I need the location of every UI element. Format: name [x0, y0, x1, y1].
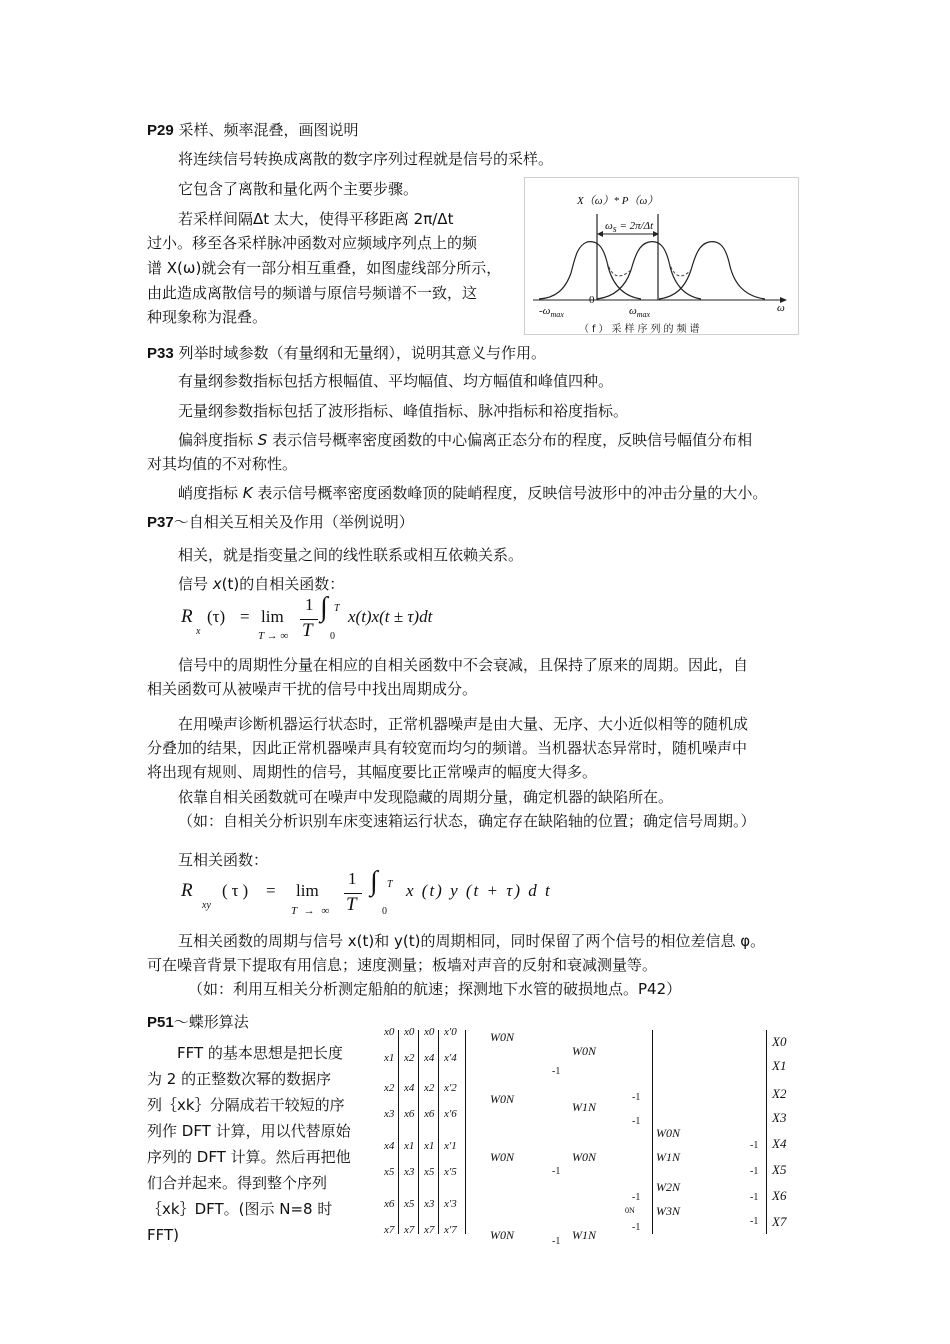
- stage-sample: x0: [424, 1026, 435, 1038]
- output-sample: X7: [772, 1214, 787, 1229]
- paragraph-line: 可在噪音背景下提取有用信息；速度测量；板墙对声音的反射和衰减测量等。: [147, 956, 658, 974]
- paragraph-line: 若采样间隔Δt 太大，使得平移距离 2π/Δt: [178, 210, 454, 228]
- stage-sample: x7: [424, 1224, 435, 1236]
- formula-denominator: T: [346, 894, 357, 915]
- formula-integrand: x (t) y (t + τ) d t: [406, 881, 552, 900]
- section-p37-heading: [147, 511, 414, 532]
- input-sample: x6: [384, 1198, 395, 1210]
- minus-one-label: -1: [552, 1066, 561, 1077]
- minus-one-label: -1: [552, 1166, 561, 1177]
- twiddle-factor: W1N: [572, 1228, 596, 1242]
- figure-origin: 0: [589, 294, 595, 306]
- output-sample: X6: [772, 1188, 787, 1203]
- paragraph-line: 峭度指标 K 表示信号概率密度函数峰顶的陡峭程度，反映信号波形中的冲击分量的大小。: [178, 484, 768, 502]
- output-sample: X3: [772, 1110, 787, 1125]
- twiddle-factor: W0N: [572, 1150, 596, 1164]
- example-note: （如：自相关分析识别车床变速箱运行状态，确定存在缺陷轴的位置；确定信号周期。）: [178, 812, 756, 830]
- formula-integrand: x(t)x(t ± τ)dt: [348, 607, 433, 626]
- spectrum-lobe-center: [539, 242, 641, 299]
- input-sample: x1: [384, 1052, 395, 1064]
- paragraph: 依靠自相关函数就可在噪声中发现隐藏的周期分量，确定机器的缺陷所在。: [178, 788, 674, 806]
- figure-caption: （f）采样序列的频谱: [579, 324, 703, 335]
- minus-one-label: -1: [750, 1166, 759, 1177]
- paragraph-line: 偏斜度指标 S 表示信号概率密度函数的中心偏离正态分布的程度，反映信号幅值分布相: [178, 431, 753, 449]
- section-title: 采样、频率混叠，画图说明: [178, 121, 359, 139]
- stage-sample: x'5: [444, 1166, 457, 1178]
- section-p51-heading: [147, 1011, 249, 1032]
- stage-sample: x6: [404, 1108, 415, 1120]
- divider-line: [652, 1030, 653, 1234]
- twiddle-factor: W3N: [656, 1204, 680, 1218]
- divider-line: [465, 1030, 466, 1234]
- paragraph-line: 相关函数可从被噪声干扰的信号中找出周期成分。: [147, 680, 478, 698]
- output-sample: X0: [772, 1034, 787, 1049]
- formula-argument: (τ): [207, 607, 226, 626]
- paragraph-line: 过小。移至各采样脉冲函数对应频域序列点上的频: [147, 234, 478, 252]
- minus-one-label: -1: [632, 1116, 641, 1127]
- paragraph-line: 互相关函数的周期与信号 x(t)和 y(t)的周期相同，同时保留了两个信号的相位差信息 φ。: [178, 932, 766, 950]
- stage-sample: x4: [424, 1052, 435, 1064]
- formula-limit-subscript: T → ∞: [291, 905, 332, 917]
- paragraph-line: 们合并起来。得到整个序列: [147, 1174, 328, 1192]
- figure-ylabel: X（ω）* P（ω）: [577, 195, 659, 207]
- paragraph-line: FFT 的基本思想是把长度: [177, 1044, 343, 1062]
- formula-subscript: x: [196, 626, 201, 637]
- input-sample: x5: [384, 1166, 395, 1178]
- stage-sample: x0: [404, 1026, 415, 1038]
- section-p29-heading: [147, 119, 359, 140]
- formula-limit: lim: [296, 881, 319, 900]
- stage-sample: x'4: [444, 1052, 457, 1064]
- divider-line: [418, 1030, 419, 1234]
- formula-symbol: R: [181, 606, 193, 627]
- paragraph-line: 序列的 DFT 计算。然后再把他: [147, 1148, 351, 1166]
- paragraph-line: 种现象称为混叠。: [147, 308, 268, 326]
- paragraph-line: 分叠加的结果，因此正常机器噪声具有较宽而均匀的频谱。当机器状态异常时，随机噪声中: [147, 739, 748, 757]
- spectrum-plot: [525, 178, 798, 334]
- twiddle-factor: W1N: [656, 1150, 680, 1164]
- twiddle-factor: W2N: [656, 1180, 680, 1194]
- figure-period-label: ωs = 2π/Δt: [605, 220, 654, 235]
- output-sample: X5: [772, 1162, 787, 1177]
- integral-sign: ∫: [370, 866, 378, 897]
- stage-sample: x1: [404, 1140, 415, 1152]
- stage-sample: x3: [404, 1166, 415, 1178]
- formula-numerator: 1: [305, 595, 314, 614]
- stage-sample: x'7: [444, 1224, 457, 1236]
- aliasing-figure: [524, 177, 799, 335]
- integral-lower: 0: [330, 631, 335, 642]
- figure-x-axis-label: ω: [777, 302, 785, 314]
- minus-one-label: -1: [750, 1216, 759, 1227]
- input-sample: x7: [384, 1224, 395, 1236]
- formula-equals: =: [240, 607, 250, 626]
- output-sample: X1: [772, 1058, 787, 1073]
- twiddle-factor: W0N: [490, 1030, 514, 1044]
- formula-argument: (τ): [222, 881, 253, 900]
- twiddle-factor: W1N: [572, 1100, 596, 1114]
- paragraph-line: 列作 DFT 计算，用以代替原始: [147, 1122, 351, 1140]
- paragraph-line: ｛xk｝DFT。(图示 N=8 时 FFT): [147, 1200, 333, 1244]
- fft-description: [147, 1040, 369, 1248]
- section-code: P37: [147, 514, 174, 531]
- stage-sample: x'1: [444, 1140, 457, 1152]
- section-code: P51: [147, 1014, 174, 1031]
- stray-label: 0N: [625, 1206, 635, 1215]
- divider-line: [766, 1030, 767, 1234]
- paragraph-line: 由此造成离散信号的频谱与原信号频谱不一致，这: [147, 284, 478, 302]
- section-title: 列举时域参数（有量纲和无量纲），说明其意义与作用。: [178, 344, 546, 362]
- output-sample: X4: [772, 1136, 787, 1151]
- stage-sample: x'6: [444, 1108, 457, 1120]
- section-title: ～蝶形算法: [173, 1013, 249, 1031]
- stage-sample: x'2: [444, 1082, 457, 1094]
- minus-one-label: -1: [552, 1236, 561, 1247]
- paragraph-line: 列｛xk｝分隔成若干较短的序: [147, 1096, 345, 1114]
- paragraph-line: 对其均值的不对称性。: [147, 455, 298, 473]
- paragraph: 信号 x(t)的自相关函数：: [178, 575, 345, 593]
- formula-limit-subscript: T → ∞: [258, 630, 289, 642]
- figure-neg-max: $-\omega_{max}$: [539, 305, 564, 319]
- formula-subscript: xy: [202, 900, 211, 911]
- formula-equals: =: [266, 881, 276, 900]
- minus-one-label: -1: [632, 1192, 641, 1203]
- stage-sample: x5: [404, 1198, 415, 1210]
- formula-denominator: T: [302, 620, 313, 641]
- twiddle-factor: W0N: [490, 1150, 514, 1164]
- integral-sign: ∫: [320, 592, 328, 623]
- twiddle-factor: W0N: [572, 1044, 596, 1058]
- paragraph-line: 信号中的周期性分量在相应的自相关函数中不会衰减，且保持了原来的周期。因此，自: [178, 656, 749, 674]
- formula-limit: lim: [261, 607, 284, 626]
- stage-sample: x3: [424, 1198, 435, 1210]
- paragraph: 无量纲参数指标包括了波形指标、峰值指标、脉冲指标和裕度指标。: [178, 402, 629, 420]
- output-sample: X2: [772, 1086, 787, 1101]
- stage-sample: x6: [424, 1108, 435, 1120]
- stage-sample: x1: [424, 1140, 435, 1152]
- paragraph: 相关，就是指变量之间的线性联系或相互依赖关系。: [178, 546, 524, 564]
- figure-pos-max: $\omega_{max}$: [629, 305, 651, 319]
- minus-one-label: -1: [632, 1222, 641, 1233]
- paragraph: 有量纲参数指标包括方根幅值、平均幅值、均方幅值和峰值四种。: [178, 372, 614, 390]
- stage-sample: x2: [404, 1052, 415, 1064]
- spectrum-lobe-far: [659, 242, 765, 299]
- input-sample: x3: [384, 1108, 395, 1120]
- section-p33-heading: [147, 342, 546, 363]
- divider-line: [438, 1030, 439, 1234]
- input-sample: x0: [384, 1026, 395, 1038]
- formula-numerator: 1: [348, 869, 357, 888]
- twiddle-factor: W0N: [490, 1092, 514, 1106]
- paragraph-line: 为 2 的正整数次幂的数据序: [147, 1070, 332, 1088]
- input-sample: x4: [384, 1140, 395, 1152]
- divider-line: [398, 1030, 399, 1234]
- paragraph: 将连续信号转换成离散的数字序列过程就是信号的采样。: [178, 150, 554, 168]
- stage-sample: x2: [424, 1082, 435, 1094]
- paragraph-line: 在用噪声诊断机器运行状态时，正常机器噪声是由大量、无序、大小近似相等的随机成: [178, 715, 749, 733]
- paragraph-line: 谱 X(ω)就会有一部分相互重叠，如图虚线部分所示，: [147, 259, 502, 277]
- twiddle-factor: W0N: [656, 1126, 680, 1140]
- section-code: P29: [147, 122, 174, 139]
- stage-sample: x5: [424, 1166, 435, 1178]
- section-title: ～自相关互相关及作用（举例说明）: [173, 513, 414, 531]
- example-note: （如：利用互相关分析测定船舶的航速；探测地下水管的破损地点。P42）: [188, 980, 682, 998]
- paragraph: 互相关函数：: [178, 851, 269, 869]
- minus-one-label: -1: [750, 1192, 759, 1203]
- section-code: P33: [147, 345, 174, 362]
- integral-upper: T: [387, 879, 393, 890]
- stage-sample: x'0: [444, 1026, 457, 1038]
- minus-one-label: -1: [750, 1140, 759, 1151]
- formula-symbol: R: [181, 880, 193, 901]
- twiddle-factor: W0N: [490, 1228, 514, 1242]
- paragraph: 它包含了离散和量化两个主要步骤。: [178, 180, 419, 198]
- paragraph-line: 将出现有规则、周期性的信号，其幅度要比正常噪声的幅度大得多。: [147, 763, 598, 781]
- integral-lower: 0: [382, 906, 387, 917]
- minus-one-label: -1: [632, 1092, 641, 1103]
- stage-sample: x4: [404, 1082, 415, 1094]
- stage-sample: x7: [404, 1224, 415, 1236]
- spectrum-lobe-right: [597, 242, 701, 299]
- input-sample: x2: [384, 1082, 395, 1094]
- integral-upper: T: [334, 603, 340, 614]
- butterfly-diagram: [380, 1026, 800, 1247]
- stage-sample: x'3: [444, 1198, 457, 1210]
